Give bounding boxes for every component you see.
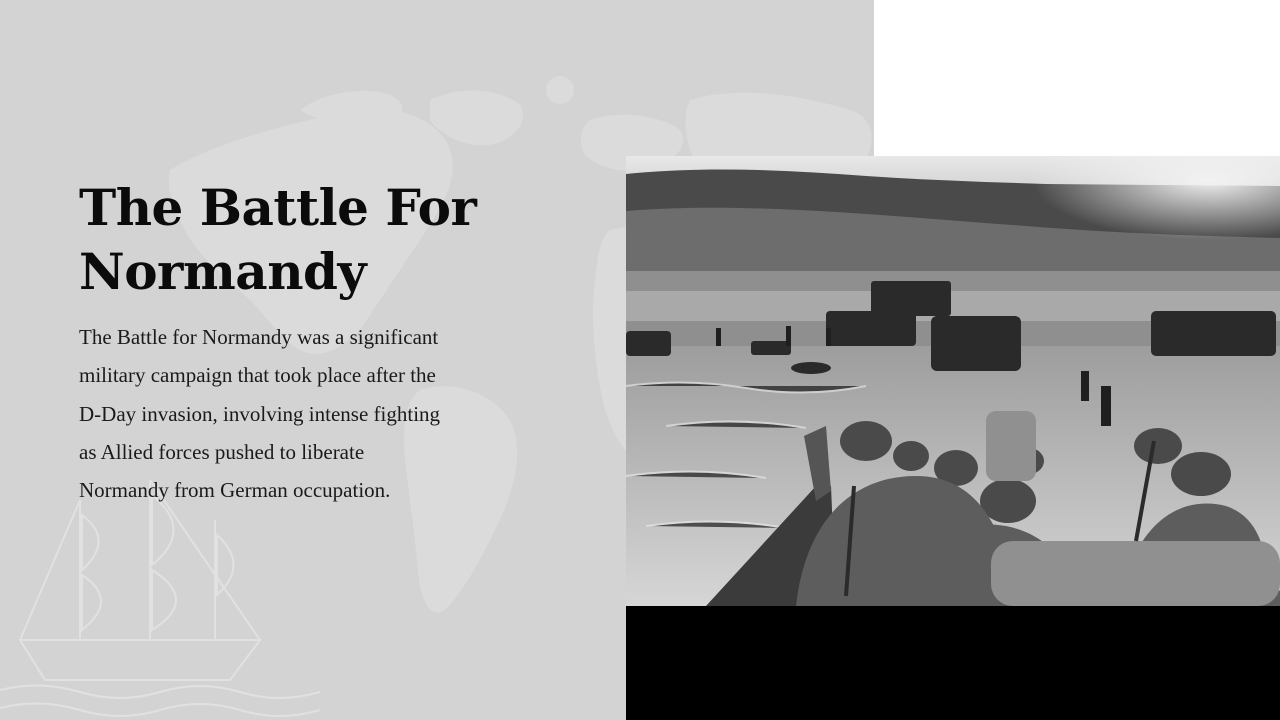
bottom-black-bar: [626, 606, 1280, 720]
slide-body-text: The Battle for Normandy was a significant military campaign that took place after the D-Day invasion, involving intense fighting as Allied forces pushed to liberate Normandy from German occupation.: [79, 325, 441, 503]
soldiers-landing-craft-beach-photo: [626, 156, 1280, 606]
slide-title: The Battle For Normandy: [79, 178, 477, 301]
